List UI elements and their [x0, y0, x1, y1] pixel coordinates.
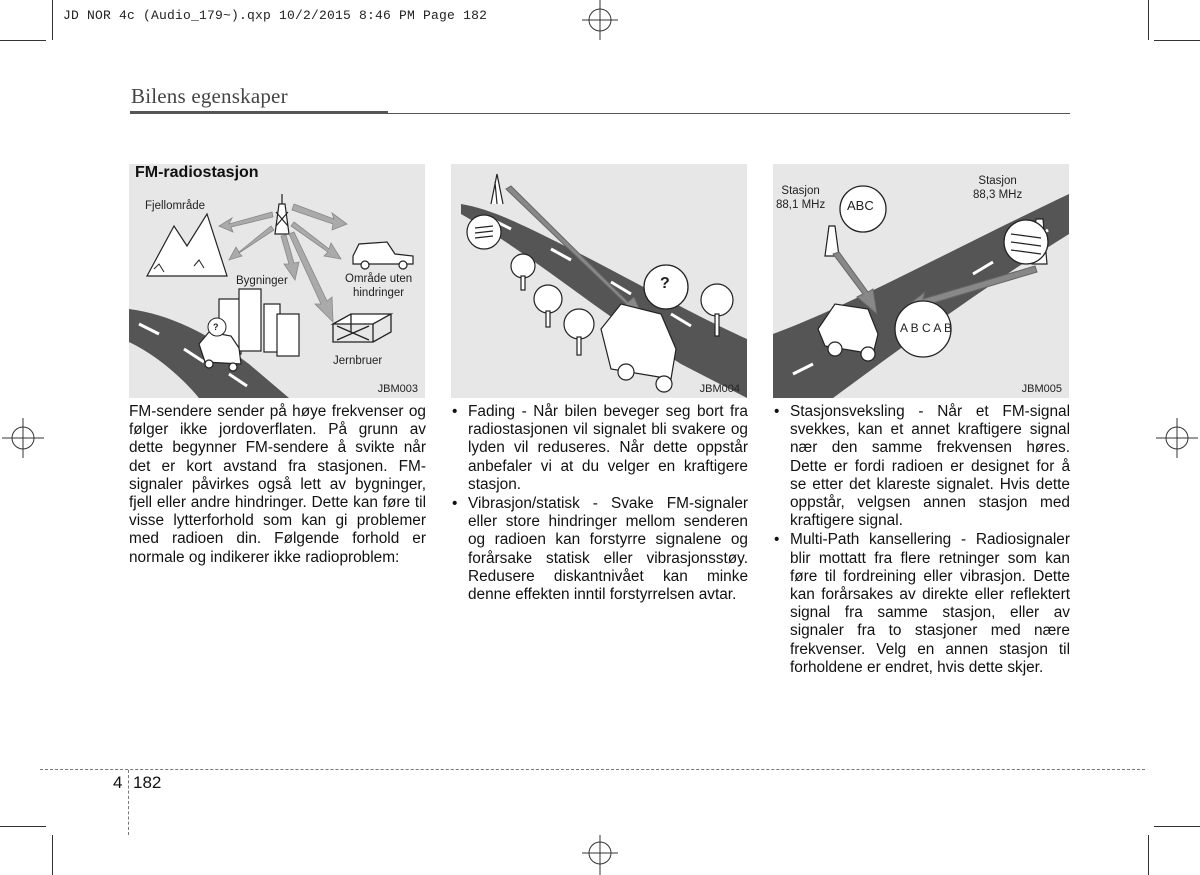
fading-illustration: [451, 164, 747, 398]
list-item: [773, 531, 1070, 677]
list-item: [773, 403, 1070, 530]
figure-code: JBM005: [1021, 383, 1062, 395]
label-bubble-abc: ABC: [847, 198, 874, 213]
footer-vertical-divider: [128, 770, 129, 835]
label-open-area: Område uten hindringer: [345, 273, 413, 299]
list-item-text: Vibrasjon/statisk - Svake FM-signaler eller store hindringer mellom senderen og radioen kan forstyrre signalene og forårsake statisk eller vibrasjonsstøy. Redusere diskantnivået kan minke denne effekten inntil forstyrrelsen avtar.: [468, 495, 748, 604]
bullet-icon: •: [774, 403, 780, 420]
figure-heading: FM-radiostasjon: [135, 164, 259, 181]
figure-station-switching: [773, 164, 1069, 398]
figure-fading: [451, 164, 747, 398]
intro-paragraph: FM-sendere sender på høye frekvenser og følger ikke jordoverflaten. På grunn av dette begynner FM-sendere å svikte når det er kort avstand fra stasjonen. FM-signaler påvirkes også lett av bygninger, fjell eller andre hindringer. Dette kan føre til visse lytterforhold som kan gi problemer med radioen din. Følgende forhold er normale og indikerer ikke radioproblem:: [129, 403, 426, 566]
list-item-text: Fading - Når bilen beveger seg bort fra radiostasjonen vil signalet bli svakere og lyden vil reduseres. Når dette oppstår anbefaler vi at du velger en kraftigere stasjon.: [468, 403, 748, 493]
registration-mark-icon: [578, 0, 622, 44]
page-section-number: 4: [113, 773, 123, 792]
registration-mark-icon: [0, 416, 46, 460]
column-middle: [451, 403, 748, 605]
label-bridge: Jernbruer: [333, 355, 383, 367]
header-divider: [388, 113, 1070, 114]
list-item-text: Stasjonsveksling - Når et FM-signal svekkes, kan et annet kraftigere signal nær den samme frekvensen høres. Dette er fordi radioen er designet for å se etter det klareste signalet. Hvis dette oppstår, velgsen annen stasjon med kraftigere signal.: [790, 403, 1070, 530]
figure-fm-radio-station: [129, 164, 425, 398]
page-number: 182: [133, 773, 162, 792]
figure-code: JBM004: [699, 383, 740, 395]
label-station-right: Stasjon 88,3 MHz: [973, 175, 1023, 201]
bullet-icon: •: [452, 495, 458, 513]
bullet-icon: •: [774, 531, 780, 549]
label-buildings: Bygninger: [236, 275, 288, 287]
registration-mark-icon: [578, 833, 622, 875]
column-right: [773, 403, 1070, 678]
list-item: [451, 495, 748, 604]
label-station-left: Stasjon 88,1 MHz: [776, 185, 826, 211]
label-question: ?: [660, 275, 670, 292]
print-slug: JD NOR 4c (Audio_179~).qxp 10/2/2015 8:46 PM Page 182: [63, 8, 488, 23]
bullet-icon: •: [452, 403, 458, 420]
bullet-list: [451, 403, 748, 604]
section-title: Bilens egenskaper: [131, 84, 288, 108]
label-question: ?: [213, 322, 219, 332]
title-rule: [130, 111, 388, 114]
list-item: [451, 403, 748, 494]
bullet-list: [773, 403, 1070, 677]
list-item-text: Multi-Path kansellering - Radiosignaler blir mottatt fra flere retninger som kan føre til fordreining eller vibrasjon. Dette kan forårsakes av direkte eller reflektert signal fra samme stasjon, eller av signaler fra to stasjoner med nære frekvenser. Velg en annen stasjon til forholdene er endret, hvis dette skjer.: [790, 531, 1070, 676]
figure-code: JBM003: [377, 383, 418, 395]
registration-mark-icon: [1154, 416, 1200, 460]
column-left: [129, 403, 426, 567]
label-bubble-mix: A B C A B: [900, 321, 953, 335]
footer-divider: [40, 769, 1145, 770]
label-mountain: Fjellområde: [145, 200, 206, 212]
